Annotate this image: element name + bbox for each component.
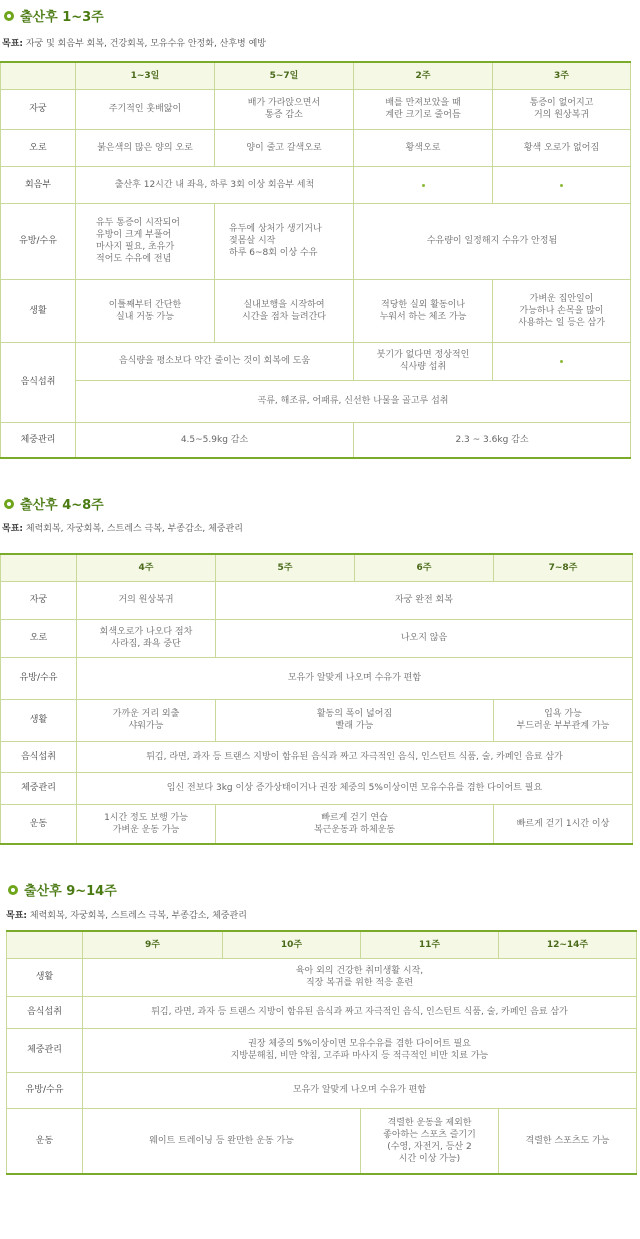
- section3-table: [6, 930, 637, 1175]
- cell: 음식량을 평소보다 약간 줄이는 것이 회복에 도움: [76, 342, 354, 380]
- cell: 거의 원상복귀: [77, 581, 216, 619]
- table-row: [1, 166, 631, 203]
- row-header: 자궁: [1, 89, 76, 129]
- row-header: 체중관리: [7, 1028, 83, 1072]
- cell: 배를 만져보았을 때 계란 크기로 줄어듬: [354, 89, 493, 129]
- table-row: [1, 699, 633, 741]
- table-row: [1, 772, 633, 804]
- table-row: [7, 996, 637, 1028]
- col-header: 3주: [493, 62, 631, 89]
- row-header: 유방/수유: [7, 1072, 83, 1108]
- cell: [493, 166, 631, 203]
- row-header: 생활: [7, 958, 83, 996]
- cell: 붉은색의 많은 양의 오로: [76, 129, 215, 166]
- cell: 육아 외의 건강한 취미생활 시작, 직장 복귀를 위한 적응 훈련: [83, 958, 637, 996]
- cell: 통증이 없어지고 거의 원상복귀: [493, 89, 631, 129]
- dot-icon: [560, 360, 563, 363]
- col-header: 11주: [361, 931, 499, 958]
- cell: 황색오로: [354, 129, 493, 166]
- table-row: [7, 1072, 637, 1108]
- cell: 1시간 정도 보행 가능 가벼운 운동 가능: [77, 804, 216, 844]
- cell: 주기적인 훗배앓이: [76, 89, 215, 129]
- cell: 빠르게 걷기 연습 복근운동과 하체운동: [216, 804, 494, 844]
- cell: 유두에 상처가 생기거나 젖몸살 시작 하루 6~8회 이상 수유: [215, 203, 354, 279]
- table-row: [1, 804, 633, 844]
- cell: 회색오로가 나오다 점차 사라짐, 좌욕 중단: [77, 619, 216, 657]
- table-row: [1, 741, 633, 772]
- row-header: 유방/수유: [1, 657, 77, 699]
- section2-table: [0, 553, 633, 845]
- table-row: [1, 129, 631, 166]
- header-corner: [1, 554, 77, 581]
- cell: 2.3 ~ 3.6kg 감소: [354, 422, 631, 458]
- header-corner: [7, 931, 83, 958]
- section1-goal: 목표: 자궁 및 회음부 회복, 건강회복, 모유수유 안정화, 산후병 예방: [2, 39, 267, 49]
- cell: 적당한 실외 활동이나 누워서 하는 체조 가능: [354, 279, 493, 342]
- section3-title: 출산후 9~14주: [8, 880, 117, 899]
- row-header: 운동: [1, 804, 77, 844]
- cell: 황색 오로가 없어짐: [493, 129, 631, 166]
- circle-bullet-icon: [4, 499, 14, 509]
- table-row: [1, 203, 631, 279]
- cell: [354, 166, 493, 203]
- row-header: 음식섭취: [1, 741, 77, 772]
- table-row: [1, 279, 631, 342]
- cell: 이틀째부터 간단한 실내 거동 가능: [76, 279, 215, 342]
- row-header: 자궁: [1, 581, 77, 619]
- table-row: [7, 1108, 637, 1174]
- section1-table: [0, 61, 631, 459]
- col-header: 1~3일: [76, 62, 215, 89]
- section2-goal: 목표: 체력회복, 자궁회복, 스트레스 극복, 부종감소, 체중관리: [2, 524, 243, 534]
- col-header: 4주: [77, 554, 216, 581]
- col-header: 5주: [216, 554, 355, 581]
- circle-bullet-icon: [4, 11, 14, 21]
- cell: 나오지 않음: [216, 619, 633, 657]
- col-header: 12~14주: [499, 931, 637, 958]
- col-header: 2주: [354, 62, 493, 89]
- cell: [493, 342, 631, 380]
- row-header: 오로: [1, 619, 77, 657]
- cell: 자궁 완전 회복: [216, 581, 633, 619]
- table-row: [1, 422, 631, 458]
- cell: 웨이트 트레이닝 등 완만한 운동 가능: [83, 1108, 361, 1174]
- table-row: [1, 657, 633, 699]
- row-header: 생활: [1, 279, 76, 342]
- cell: 임신 전보다 3kg 이상 증가상태이거나 권장 체중의 5%이상이면 모유수유를 겸한 다이어트 필요: [77, 772, 633, 804]
- table-row: [1, 619, 633, 657]
- cell: 튀김, 라면, 과자 등 트랜스 지방이 함유된 음식과 짜고 자극적인 음식, 인스턴트 식품, 술, 카페인 음료 삼가: [83, 996, 637, 1028]
- cell: 유두 통증이 시작되어 유방이 크게 부풀어 마사지 필요, 초유가 적어도 수유에 전념: [76, 203, 215, 279]
- col-header: 6주: [355, 554, 494, 581]
- cell: 실내보행을 시작하여 시간을 점차 늘려간다: [215, 279, 354, 342]
- section3-goal: 목표: 체력회복, 자궁회복, 스트레스 극복, 부종감소, 체중관리: [6, 911, 247, 921]
- row-header: 운동: [7, 1108, 83, 1174]
- cell: 4.5~5.9kg 감소: [76, 422, 354, 458]
- table-row: [1, 581, 633, 619]
- row-header: 음식섭취: [7, 996, 83, 1028]
- row-header: 유방/수유: [1, 203, 76, 279]
- cell: 모유가 알맞게 나오며 수유가 편함: [83, 1072, 637, 1108]
- cell: 출산후 12시간 내 좌욕, 하루 3회 이상 회음부 세척: [76, 166, 354, 203]
- cell: 양이 줄고 갈색오로: [215, 129, 354, 166]
- circle-bullet-icon: [8, 885, 18, 895]
- col-header: 5~7일: [215, 62, 354, 89]
- row-header: 오로: [1, 129, 76, 166]
- table-row: [1, 89, 631, 129]
- table-row: [1, 342, 631, 380]
- col-header: 7~8주: [494, 554, 633, 581]
- cell: 가까운 거리 외출 샤워가능: [77, 699, 216, 741]
- cell: 가벼운 집안일이 가능하나 손목을 많이 사용하는 일 등은 삼가: [493, 279, 631, 342]
- cell: 모유가 알맞게 나오며 수유가 편함: [77, 657, 633, 699]
- cell: 권장 체중의 5%이상이면 모유수유를 겸한 다이어트 필요 지방분해침, 비만 약침, 고주파 마사지 등 적극적인 비만 치료 가능: [83, 1028, 637, 1072]
- section1-title: 출산후 1~3주: [4, 6, 104, 25]
- row-header: 음식섭취: [1, 342, 76, 422]
- cell: 빠르게 걷기 1시간 이상: [494, 804, 633, 844]
- cell: 격렬한 스포츠도 가능: [499, 1108, 637, 1174]
- header-corner: [1, 62, 76, 89]
- section2-title: 출산후 4~8주: [4, 494, 104, 513]
- row-header: 생활: [1, 699, 77, 741]
- cell: 곡류, 해조류, 어패류, 신선한 나물을 골고루 섭취: [76, 380, 631, 422]
- col-header: 9주: [83, 931, 223, 958]
- cell: 붓기가 없다면 정상적인 식사량 섭취: [354, 342, 493, 380]
- table-row: [7, 958, 637, 996]
- table-row: [1, 380, 631, 422]
- row-header: 체중관리: [1, 772, 77, 804]
- cell: 수유량이 일정해지 수유가 안정됨: [354, 203, 631, 279]
- cell: 입욕 가능 부드러운 부부관계 가능: [494, 699, 633, 741]
- cell: 격렬한 운동을 제외한 좋아하는 스포츠 즐기기 (수영, 자전거, 등산 2 시간 이상 가능): [361, 1108, 499, 1174]
- cell: 배가 가라앉으면서 통증 감소: [215, 89, 354, 129]
- cell: 튀김, 라면, 과자 등 트랜스 지방이 함유된 음식과 짜고 자극적인 음식, 인스턴트 식품, 술, 카페인 음료 삼가: [77, 741, 633, 772]
- row-header: 체중관리: [1, 422, 76, 458]
- dot-icon: [560, 184, 563, 187]
- cell: 활동의 폭이 넓어짐 빨래 가능: [216, 699, 494, 741]
- dot-icon: [422, 184, 425, 187]
- row-header: 회음부: [1, 166, 76, 203]
- table-row: [7, 1028, 637, 1072]
- col-header: 10주: [223, 931, 361, 958]
